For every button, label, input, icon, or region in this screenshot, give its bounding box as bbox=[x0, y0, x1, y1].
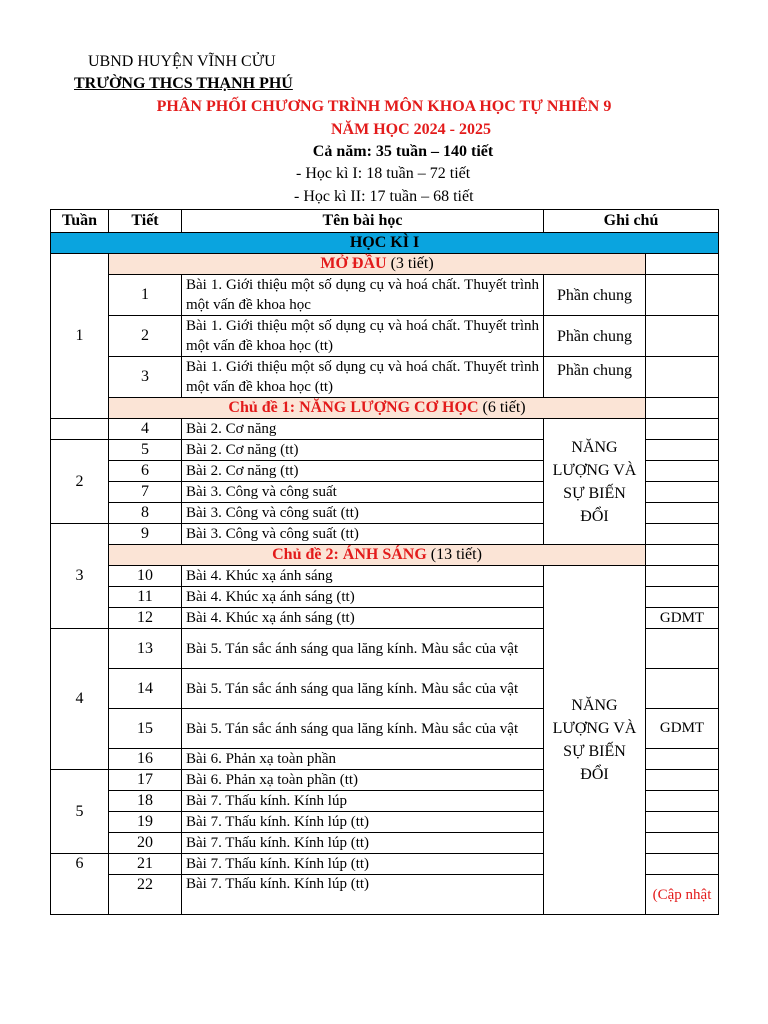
group-cell: NĂNG LƯỢNG VÀ SỰ BIẾN ĐỔI bbox=[544, 419, 646, 545]
note-cell bbox=[646, 275, 719, 316]
note-cell bbox=[646, 524, 719, 545]
table-header-row bbox=[51, 210, 719, 233]
period-cell: 19 bbox=[109, 812, 182, 833]
topic-row bbox=[51, 398, 719, 419]
lesson-cell: Bài 7. Thấu kính. Kính lúp (tt) bbox=[182, 833, 544, 854]
week-cell: 6 bbox=[51, 854, 109, 915]
period-cell: 16 bbox=[109, 749, 182, 770]
note-cell bbox=[646, 398, 719, 419]
note-cell bbox=[646, 482, 719, 503]
lesson-cell: Bài 5. Tán sắc ánh sáng qua lăng kính. Màu sắc của vật bbox=[182, 669, 544, 709]
lesson-cell: Bài 2. Cơ năng (tt) bbox=[182, 440, 544, 461]
lesson-cell: Bài 6. Phản xạ toàn phần bbox=[182, 749, 544, 770]
note-cell bbox=[646, 791, 719, 812]
annual-total: Cả năm: 35 tuần – 140 tiết bbox=[312, 143, 494, 160]
note-cell: GDMT bbox=[646, 709, 719, 749]
col-period-header: Tiết bbox=[109, 210, 182, 233]
lesson-cell: Bài 2. Cơ năng bbox=[182, 419, 544, 440]
period-cell: 5 bbox=[109, 440, 182, 461]
topic-title bbox=[109, 545, 646, 566]
lesson-cell: Bài 5. Tán sắc ánh sáng qua lăng kính. Màu sắc của vật bbox=[182, 629, 544, 669]
week-cell bbox=[51, 419, 109, 440]
note-cell bbox=[646, 812, 719, 833]
note-cell bbox=[646, 419, 719, 440]
period-cell: 4 bbox=[109, 419, 182, 440]
school-name bbox=[74, 75, 293, 93]
table-row bbox=[51, 566, 719, 587]
period-cell: 17 bbox=[109, 770, 182, 791]
week-cell: 2 bbox=[51, 440, 109, 524]
col-note-header: Ghi chú bbox=[544, 210, 719, 233]
lesson-cell: Bài 1. Giới thiệu một số dụng cụ và hoá chất. Thuyết trình một vấn đề khoa học bbox=[182, 275, 544, 316]
topic-count: (6 tiết) bbox=[478, 399, 526, 416]
period-cell: 3 bbox=[109, 357, 182, 398]
col-lesson-header: Tên bài học bbox=[182, 210, 544, 233]
period-cell: 1 bbox=[109, 275, 182, 316]
note-cell bbox=[646, 629, 719, 669]
note-cell bbox=[646, 357, 719, 398]
lesson-cell: Bài 1. Giới thiệu một số dụng cụ và hoá chất. Thuyết trình một vấn đề khoa học (tt) bbox=[182, 316, 544, 357]
period-cell: 21 bbox=[109, 854, 182, 875]
week-cell: 5 bbox=[51, 770, 109, 854]
topic-count: (3 tiết) bbox=[386, 255, 434, 272]
week-cell: 4 bbox=[51, 629, 109, 770]
note-cell bbox=[646, 440, 719, 461]
group-cell: NĂNG LƯỢNG VÀ SỰ BIẾN ĐỔI bbox=[544, 566, 646, 915]
period-cell: 20 bbox=[109, 833, 182, 854]
period-cell: 18 bbox=[109, 791, 182, 812]
document-title: PHÂN PHỐI CHƯƠNG TRÌNH MÔN KHOA HỌC TỰ NHIÊN 9 bbox=[156, 98, 612, 115]
period-cell: 8 bbox=[109, 503, 182, 524]
period-cell: 11 bbox=[109, 587, 182, 608]
school-year: NĂM HỌC 2024 - 2025 bbox=[331, 121, 491, 138]
table-row bbox=[51, 275, 719, 316]
note-cell bbox=[646, 566, 719, 587]
lesson-cell: Bài 4. Khúc xạ ánh sáng (tt) bbox=[182, 587, 544, 608]
semester-label: HỌC KÌ I bbox=[51, 233, 719, 254]
lesson-cell: Bài 6. Phản xạ toàn phần (tt) bbox=[182, 770, 544, 791]
period-cell: 10 bbox=[109, 566, 182, 587]
topic-name: MỞ ĐẦU bbox=[320, 255, 387, 272]
group-cell: Phần chung bbox=[544, 357, 646, 398]
period-cell: 2 bbox=[109, 316, 182, 357]
note-cell bbox=[646, 749, 719, 770]
note-cell: (Cập nhật bbox=[646, 875, 719, 915]
group-cell: Phần chung bbox=[544, 275, 646, 316]
period-cell: 22 bbox=[109, 875, 182, 915]
note-cell bbox=[646, 254, 719, 275]
term-2-total: - Học kì II: 17 tuần – 68 tiết bbox=[294, 188, 474, 205]
period-cell: 6 bbox=[109, 461, 182, 482]
term-1-total: - Học kì I: 18 tuần – 72 tiết bbox=[296, 165, 471, 182]
semester-row bbox=[51, 233, 719, 254]
table-row bbox=[51, 316, 719, 357]
lesson-cell: Bài 3. Công và công suất bbox=[182, 482, 544, 503]
note-cell bbox=[646, 854, 719, 875]
table-row bbox=[51, 419, 719, 440]
topic-name: Chủ đề 2: ÁNH SÁNG bbox=[272, 546, 427, 563]
lesson-cell: Bài 7. Thấu kính. Kính lúp (tt) bbox=[182, 875, 544, 915]
note-cell bbox=[646, 587, 719, 608]
topic-title bbox=[109, 254, 646, 275]
period-cell: 7 bbox=[109, 482, 182, 503]
note-cell bbox=[646, 316, 719, 357]
school-name-text: TRƯỜNG THCS THẠNH PHÚ bbox=[74, 75, 293, 92]
group-cell: Phần chung bbox=[544, 316, 646, 357]
lesson-cell: Bài 5. Tán sắc ánh sáng qua lăng kính. Màu sắc của vật bbox=[182, 709, 544, 749]
topic-title bbox=[109, 398, 646, 419]
program-table bbox=[50, 209, 719, 915]
note-cell: GDMT bbox=[646, 608, 719, 629]
lesson-cell: Bài 3. Công và công suất (tt) bbox=[182, 524, 544, 545]
period-cell: 13 bbox=[109, 629, 182, 669]
period-cell: 15 bbox=[109, 709, 182, 749]
topic-name: Chủ đề 1: NĂNG LƯỢNG CƠ HỌC bbox=[228, 399, 479, 416]
note-cell bbox=[646, 461, 719, 482]
lesson-cell: Bài 1. Giới thiệu một số dụng cụ và hoá chất. Thuyết trình một vấn đề khoa học (tt) bbox=[182, 357, 544, 398]
note-cell bbox=[646, 669, 719, 709]
lesson-cell: Bài 4. Khúc xạ ánh sáng (tt) bbox=[182, 608, 544, 629]
table-row bbox=[51, 357, 719, 398]
district-name: UBND HUYỆN VĨNH CỬU bbox=[88, 53, 276, 70]
lesson-cell: Bài 7. Thấu kính. Kính lúp bbox=[182, 791, 544, 812]
lesson-cell: Bài 3. Công và công suất (tt) bbox=[182, 503, 544, 524]
week-cell: 1 bbox=[51, 254, 109, 419]
lesson-cell: Bài 7. Thấu kính. Kính lúp (tt) bbox=[182, 854, 544, 875]
note-cell bbox=[646, 503, 719, 524]
lesson-cell: Bài 4. Khúc xạ ánh sáng bbox=[182, 566, 544, 587]
note-cell bbox=[646, 833, 719, 854]
period-cell: 9 bbox=[109, 524, 182, 545]
period-cell: 12 bbox=[109, 608, 182, 629]
col-week-header: Tuần bbox=[51, 210, 109, 233]
topic-row bbox=[51, 545, 719, 566]
topic-count: (13 tiết) bbox=[426, 546, 482, 563]
topic-row bbox=[51, 254, 719, 275]
note-cell bbox=[646, 545, 719, 566]
lesson-cell: Bài 2. Cơ năng (tt) bbox=[182, 461, 544, 482]
lesson-cell: Bài 7. Thấu kính. Kính lúp (tt) bbox=[182, 812, 544, 833]
period-cell: 14 bbox=[109, 669, 182, 709]
note-cell bbox=[646, 770, 719, 791]
week-cell: 3 bbox=[51, 524, 109, 629]
